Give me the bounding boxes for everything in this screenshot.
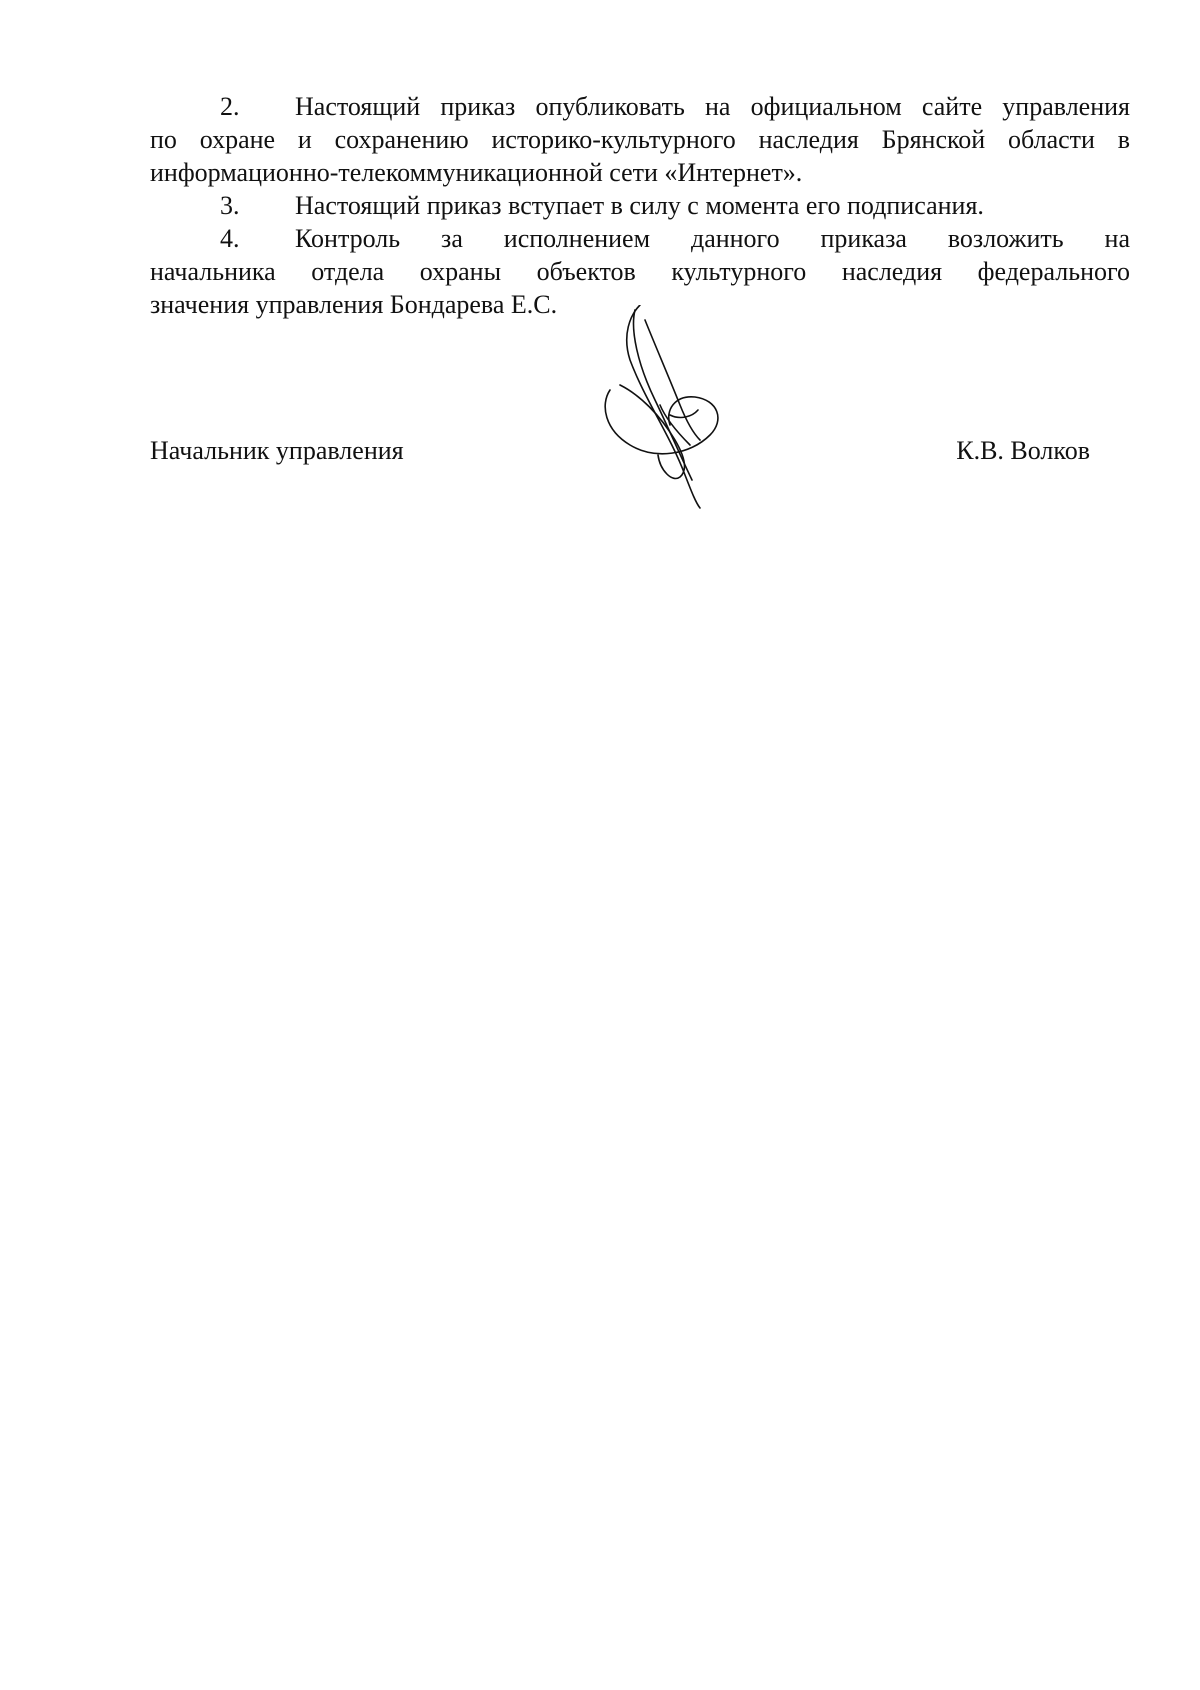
signer-name: К.В. Волков xyxy=(956,436,1090,465)
paragraph-text: начальника отдела охраны объектов культурного наследия федерального xyxy=(150,257,1130,286)
item-number: 2. xyxy=(220,92,240,121)
paragraph-text: Настоящий приказ опубликовать на официальном сайте управления xyxy=(295,92,1130,121)
paragraph-text: по охране и сохранению историко-культурного наследия Брянской области в xyxy=(150,125,1130,154)
handwritten-signature xyxy=(600,305,740,510)
paragraph-text: Настоящий приказ вступает в силу с момента его подписания. xyxy=(295,191,984,220)
paragraph-item-3 xyxy=(150,189,1130,222)
paragraph-text: значения управления Бондарева Е.С. xyxy=(150,290,558,319)
item-number: 3. xyxy=(220,191,240,220)
document-body xyxy=(150,90,1130,321)
signer-position: Начальник управления xyxy=(150,436,404,465)
paragraph-item-2 xyxy=(150,90,1130,189)
item-number: 4. xyxy=(220,224,240,253)
paragraph-text: Контроль за исполнением данного приказа возложить на xyxy=(295,224,1130,253)
paragraph-text: информационно-телекоммуникационной сети «Интернет». xyxy=(150,158,803,187)
